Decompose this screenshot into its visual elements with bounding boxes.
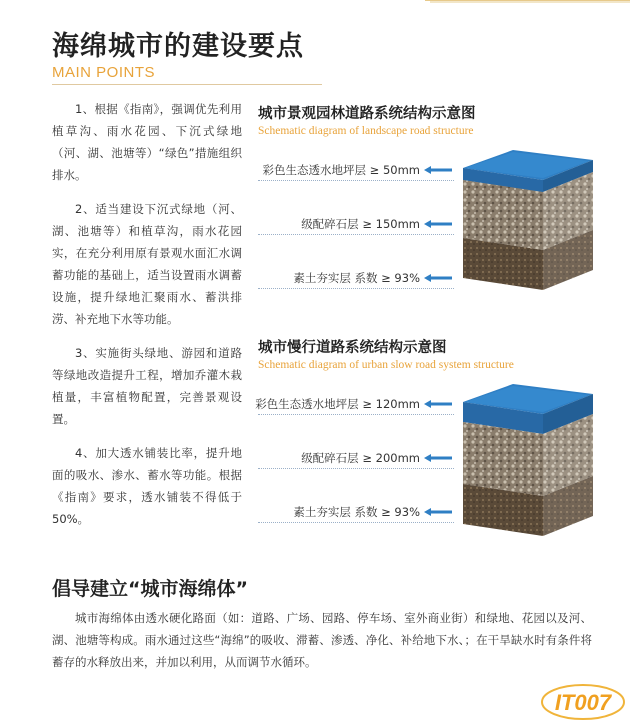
top-decoration [0,0,630,4]
layer-row [258,162,458,184]
arrow-left-icon [424,508,452,516]
diagram-title: 城市慢行道路系统结构示意图 [258,340,447,356]
point-2: 2、适当建设下沉式绿地（河、湖、池塘等）和植草沟，雨水花园实，在充分利用原有景观水面汇水调蓄功能的基础上，适当设置雨水调蓄设施，提升绿地汇聚雨水、蓄洪排涝、补充地下水等功能。 [52,202,242,326]
pavement-block-illustration [463,384,593,536]
layer-label: 彩色生态透水地坪层 ≥ 120mm [255,397,420,411]
layer-label: 素土夯实层 系数 ≥ 93% [293,271,420,285]
arrow-left-icon [424,166,452,174]
dotted-divider [258,234,454,235]
layer-row [258,270,458,292]
point-4: 4、加大透水铺装比率，提升地面的吸水、渗水、蓄水等功能。根据《指南》要求，透水铺装不得低于50%。 [52,446,242,526]
layer-label: 彩色生态透水地坪层 ≥ 50mm [262,163,420,177]
dotted-divider [258,522,454,523]
layer-label: 素土夯实层 系数 ≥ 93% [293,505,420,519]
point-3: 3、实施街头绿地、游园和道路等绿地改造提升工程，增加乔灌木栽植量，丰富植物配置，完善景观设置。 [52,346,242,426]
section-text: 城市海绵体由透水硬化路面（如：道路、广场、园路、停车场、室外商业街）和绿地、花园以及河、湖、池塘等构成。雨水通过这些“海绵”的吸收、滞蓄、渗透、净化、补给地下水、；在干旱缺水时有条件将蓄存的水释放出来，并加以利用，从而调节水循环。 [52,611,592,669]
diagram-subtitle: Schematic diagram of landscape road structure [258,125,474,137]
dotted-divider [258,414,454,415]
layer-row [258,450,458,472]
dotted-divider [258,180,454,181]
section-title: 倡导建立“城市海绵体” [52,578,248,600]
diagram-landscape-road [258,102,598,285]
site-logo [540,681,626,721]
main-points [52,98,242,542]
svg-text:IT007: IT007 [554,690,612,715]
top-rule-thin [425,0,630,1]
layer-label: 级配碎石层 ≥ 200mm [301,451,420,465]
arrow-left-icon [424,274,452,282]
diagram-title: 城市景观园林道路系统结构示意图 [258,106,476,122]
diagram-slow-road [255,336,598,519]
layer-row [258,216,458,238]
layer-label: 级配碎石层 ≥ 150mm [301,217,420,231]
layer-row [258,504,458,526]
diagram-subtitle: Schematic diagram of urban slow road system structure [258,359,514,371]
layer-row [255,396,458,418]
page-subtitle: MAIN POINTS [52,64,156,81]
pavement-block-illustration [463,150,593,290]
arrow-left-icon [424,454,452,462]
dotted-divider [258,468,454,469]
page-title: 海绵城市的建设要点 [52,31,304,62]
title-underline [52,84,322,85]
arrow-left-icon [424,220,452,228]
arrow-left-icon [424,400,452,408]
point-1: 1、根据《指南》，强调优先利用植草沟、雨水花园、下沉式绿地（河、湖、池塘等）“绿色”措施组织排水。 [52,102,242,182]
dotted-divider [258,288,454,289]
